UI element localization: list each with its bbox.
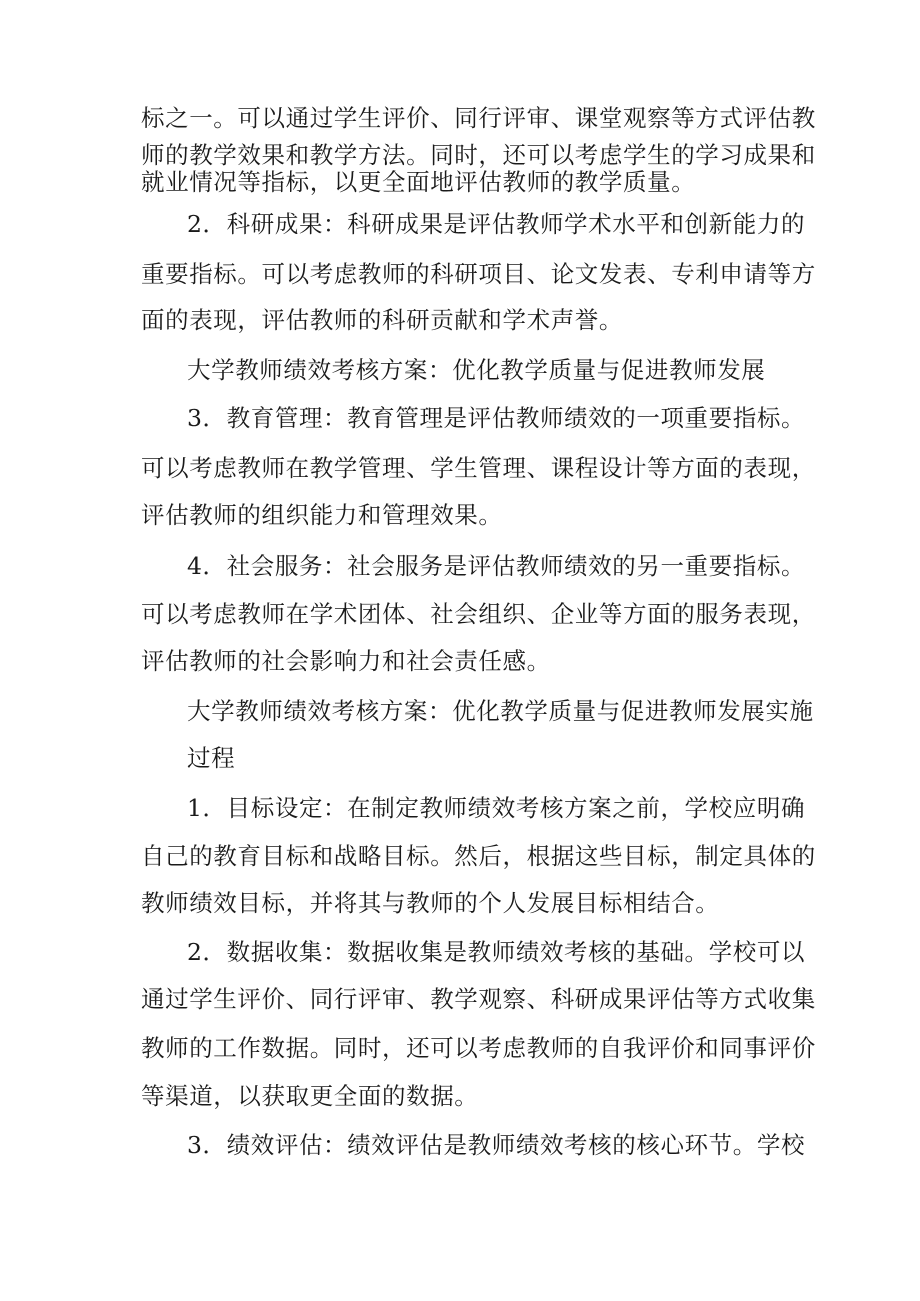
body-line: 重要指标。可以考虑教师的科研项目、论文发表、专利申请等方 <box>141 260 816 288</box>
body-line: 教师的工作数据。同时，还可以考虑教师的自我评价和同事评价 <box>141 1034 816 1062</box>
body-line: 就业情况等指标，以更全面地评估教师的教学质量。 <box>141 168 696 196</box>
body-line: 1．目标设定：在制定教师绩效考核方案之前，学校应明确 <box>187 794 806 822</box>
body-line: 2．科研成果：科研成果是评估教师学术水平和创新能力的 <box>187 210 806 238</box>
body-line: 师的教学效果和教学方法。同时，还可以考虑学生的学习成果和 <box>141 141 816 169</box>
section-heading: 过程 <box>187 744 236 772</box>
section-heading: 大学教师绩效考核方案：优化教学质量与促进教师发展实施 <box>187 697 814 725</box>
body-line: 评估教师的社会影响力和社会责任感。 <box>141 647 551 675</box>
body-line: 3．绩效评估：绩效评估是教师绩效考核的核心环节。学校 <box>187 1131 806 1159</box>
body-line: 面的表现，评估教师的科研贡献和学术声誉。 <box>141 306 623 334</box>
section-heading: 大学教师绩效考核方案：优化教学质量与促进教师发展 <box>187 356 766 384</box>
body-line: 教师绩效目标，并将其与教师的个人发展目标相结合。 <box>141 889 720 917</box>
body-line: 3．教育管理：教育管理是评估教师绩效的一项重要指标。 <box>187 404 806 432</box>
body-line: 可以考虑教师在教学管理、学生管理、课程设计等方面的表现， <box>141 454 816 482</box>
body-line: 2．数据收集：数据收集是教师绩效考核的基础。学校可以 <box>187 938 806 966</box>
body-line: 自己的教育目标和战略目标。然后，根据这些目标，制定具体的 <box>141 842 816 870</box>
body-line: 4．社会服务：社会服务是评估教师绩效的另一重要指标。 <box>187 552 806 580</box>
body-line: 可以考虑教师在学术团体、社会组织、企业等方面的服务表现， <box>141 600 816 628</box>
body-line: 标之一。可以通过学生评价、同行评审、课堂观察等方式评估教 <box>141 104 816 132</box>
body-line: 通过学生评价、同行评审、教学观察、科研成果评估等方式收集 <box>141 985 816 1013</box>
body-line: 评估教师的组织能力和管理效果。 <box>141 501 503 529</box>
body-line: 等渠道，以获取更全面的数据。 <box>141 1082 479 1110</box>
